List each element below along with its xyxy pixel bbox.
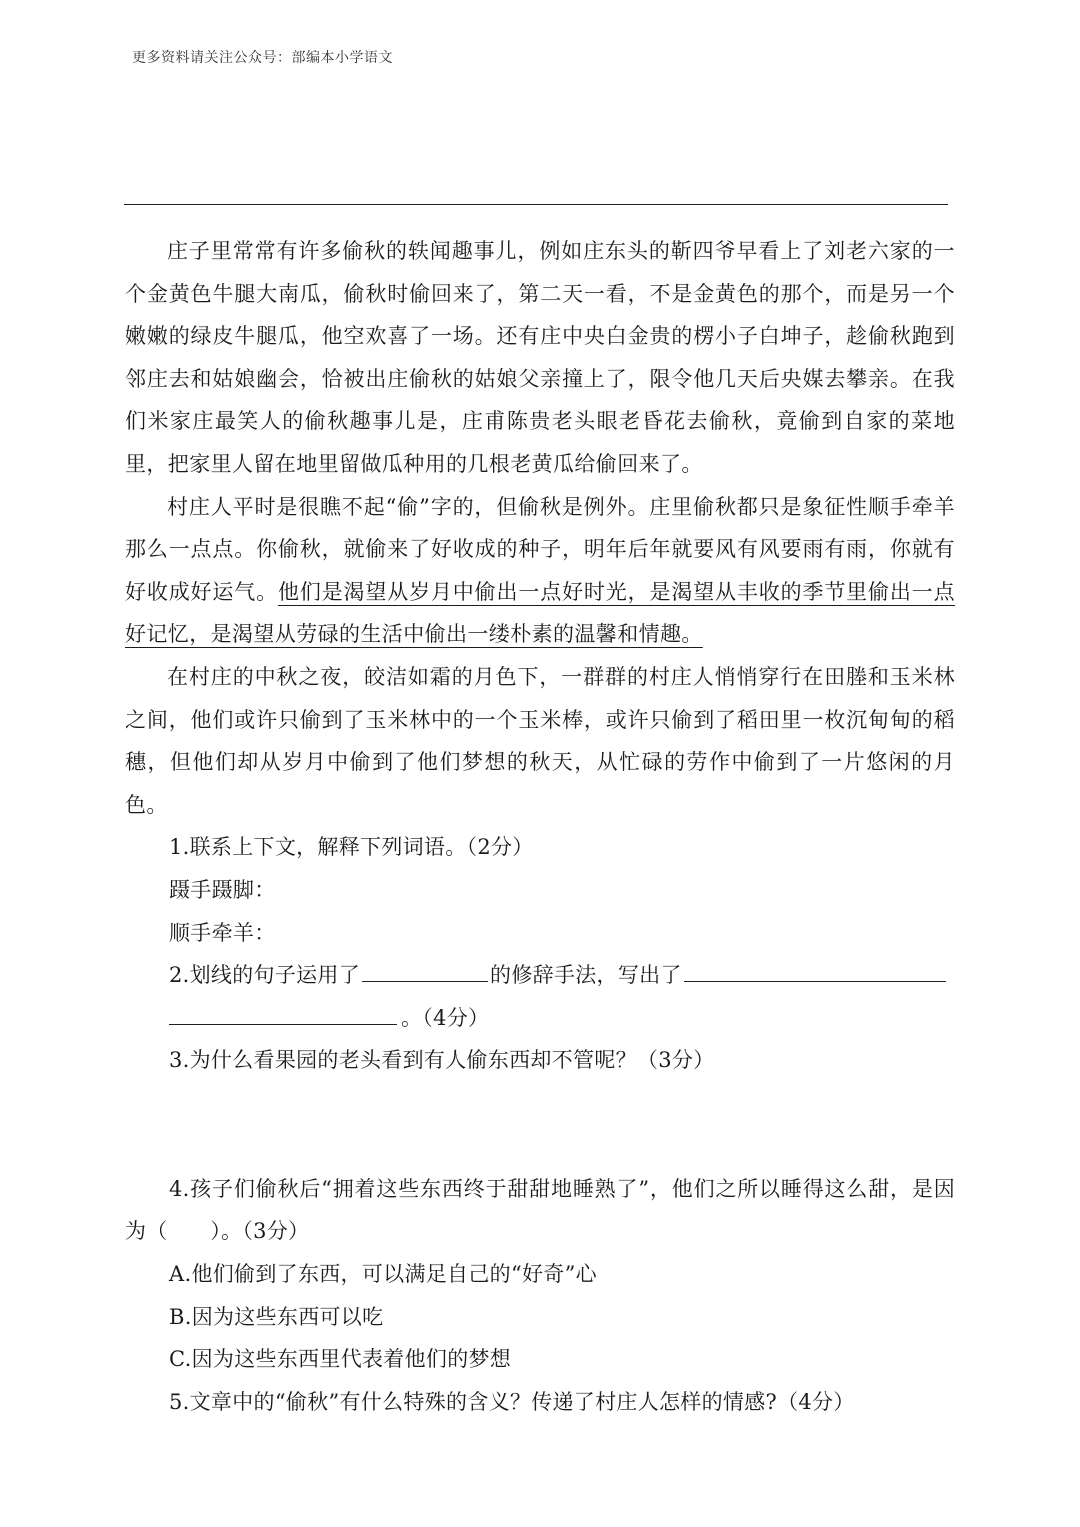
header-note: 更多资料请关注公众号：部编本小学语文 — [132, 50, 393, 66]
question-5: 5.文章中的“偷秋”有什么特殊的含义？传递了村庄人怎样的情感?（4分） — [169, 1389, 855, 1414]
question-2-text-c: 。（4分） — [401, 1005, 490, 1030]
question-1-term-2: 顺手牵羊： — [169, 920, 276, 945]
question-4-option-b[interactable]: B.因为这些东西可以吃 — [169, 1304, 384, 1329]
question-1-term-1: 蹑手蹑脚： — [169, 877, 276, 902]
passage-paragraph-1: 庄子里常常有许多偷秋的轶闻趣事儿，例如庄东头的靳四爷早看上了刘老六家的一个金黄色牛腿大南瓜，偷秋时偷回来了，第二天一看，不是金黄色的那个，而是另一个嫩嫩的绿皮牛腿瓜，他空欢喜了一场。还有庄中央白金贵的楞小子白坤子，趁偷秋跑到邻庄去和姑娘幽会，恰被出庄偷秋的姑娘父亲撞上了，限令他几天后央媒去攀亲。在我们米家庄最笑人的偷秋趣事儿是，庄甫陈贵老头眼老昏花去偷秋，竟偷到自家的菜地里，把家里人留在地里留做瓜种用的几根老黄瓜给偷回来了。 — [125, 239, 955, 476]
question-4-option-c[interactable]: C.因为这些东西里代表着他们的梦想 — [169, 1347, 512, 1372]
answer-blank-content-1[interactable] — [684, 959, 946, 982]
question-2-text-b: 的修辞手法，写出了 — [490, 963, 682, 988]
question-2-line-2 — [125, 997, 955, 1040]
passage-paragraph-3: 在村庄的中秋之夜，皎洁如霜的月色下，一群群的村庄人悄悄穿行在田塍和玉米林之间，他们或许只偷到了玉米林中的一个玉米棒，或许只偷到了稻田里一枚沉甸甸的稻穗，但他们却从岁月中偷到了他们梦想的秋天，从忙碌的劳作中偷到了一片悠闲的月色。 — [125, 664, 955, 817]
passage-paragraph-2 — [125, 486, 955, 656]
answer-blank-content-2[interactable] — [169, 1002, 397, 1025]
question-3: 3.为什么看果园的老头看到有人偷东西却不管呢？（3分） — [169, 1048, 715, 1073]
question-1: 1.联系上下文，解释下列词语。（2分） — [169, 835, 534, 860]
answer-blank-rhetoric[interactable] — [362, 959, 488, 982]
question-4-option-a[interactable]: A.他们偷到了东西，可以满足自己的“好奇”心 — [169, 1262, 597, 1287]
question-2 — [125, 954, 955, 997]
question-4: 4.孩子们偷秋后“拥着这些东西终于甜甜地睡熟了”，他们之所以睡得这么甜，是因为（ ）。（3分） — [125, 1176, 955, 1244]
answer-space-question-3[interactable] — [125, 1082, 955, 1168]
question-2-text-a: 2.划线的句子运用了 — [169, 963, 361, 988]
document-body — [125, 230, 955, 1423]
underlined-sentence: 他们是渴望从岁月中偷出一点好时光，是渴望从丰收的季节里偷出一点好记忆，是渴望从劳碌的生活中偷出一缕朴素的温馨和情趣。 — [125, 579, 955, 647]
header-divider — [124, 204, 948, 205]
passage-paragraph-2-text: 村庄人平时是很瞧不起“偷”字的，但偷秋是例外。庄里偷秋都只是象征性顺手牵羊那么一点点。你偷秋，就偷来了好收成的种子，明年后年就要风有风要雨有雨，你就有好收成好运气。 — [125, 494, 955, 604]
